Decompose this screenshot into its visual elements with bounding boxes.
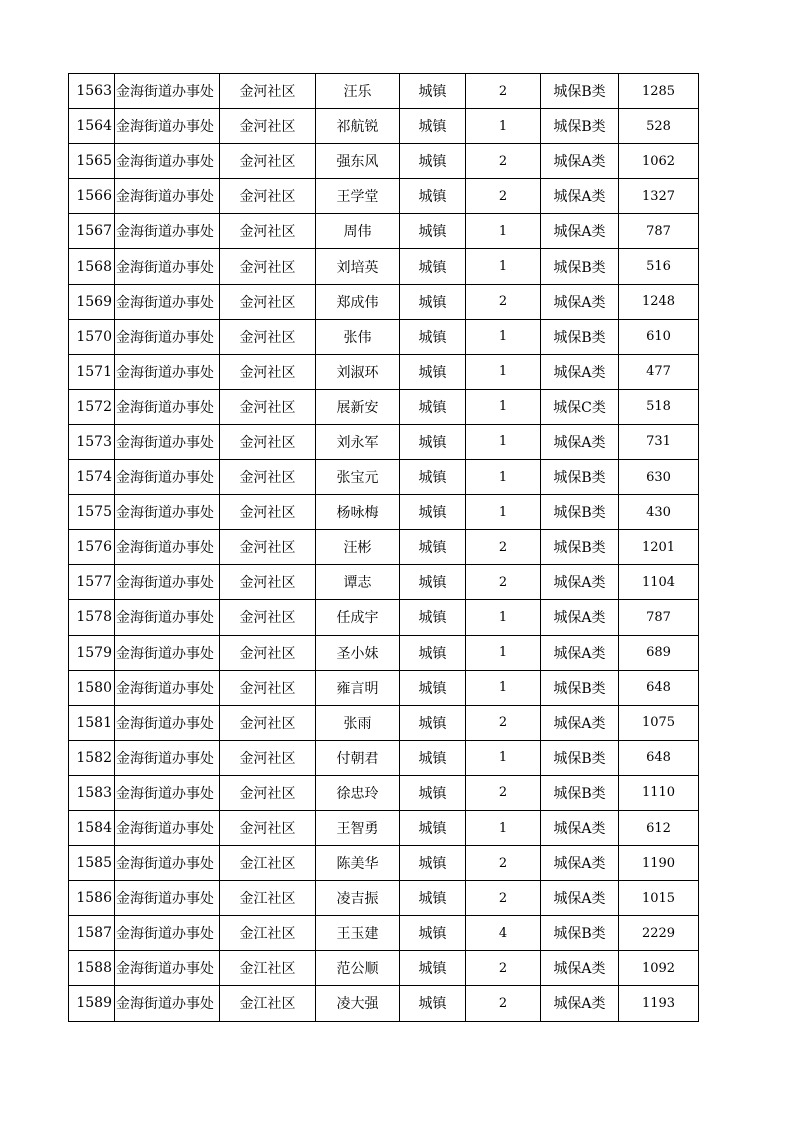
amount-cell: 1285 bbox=[619, 74, 699, 109]
insurance-category-cell: 城保A类 bbox=[541, 881, 619, 916]
office-name-cell: 金海街道办事处 bbox=[115, 495, 220, 530]
table-row bbox=[69, 214, 699, 249]
household-size-cell: 1 bbox=[466, 740, 541, 775]
household-type-cell: 城镇 bbox=[400, 284, 466, 319]
household-type-cell: 城镇 bbox=[400, 670, 466, 705]
office-name-cell: 金海街道办事处 bbox=[115, 144, 220, 179]
household-size-cell: 1 bbox=[466, 635, 541, 670]
office-name-cell: 金海街道办事处 bbox=[115, 249, 220, 284]
row-number-cell: 1569 bbox=[69, 284, 115, 319]
amount-cell: 612 bbox=[619, 810, 699, 845]
person-name-cell: 王智勇 bbox=[316, 810, 400, 845]
person-name-cell: 刘培英 bbox=[316, 249, 400, 284]
insurance-category-cell: 城保A类 bbox=[541, 600, 619, 635]
insurance-category-cell: 城保A类 bbox=[541, 846, 619, 881]
amount-cell: 477 bbox=[619, 354, 699, 389]
person-name-cell: 刘永军 bbox=[316, 424, 400, 459]
row-number-cell: 1578 bbox=[69, 600, 115, 635]
person-name-cell: 谭志 bbox=[316, 565, 400, 600]
insurance-category-cell: 城保A类 bbox=[541, 424, 619, 459]
row-number-cell: 1584 bbox=[69, 810, 115, 845]
office-name-cell: 金海街道办事处 bbox=[115, 635, 220, 670]
amount-cell: 516 bbox=[619, 249, 699, 284]
row-number-cell: 1568 bbox=[69, 249, 115, 284]
household-type-cell: 城镇 bbox=[400, 565, 466, 600]
insurance-category-cell: 城保B类 bbox=[541, 916, 619, 951]
row-number-cell: 1567 bbox=[69, 214, 115, 249]
community-name-cell: 金江社区 bbox=[220, 846, 316, 881]
insurance-category-cell: 城保B类 bbox=[541, 460, 619, 495]
household-size-cell: 2 bbox=[466, 775, 541, 810]
community-name-cell: 金河社区 bbox=[220, 284, 316, 319]
community-name-cell: 金河社区 bbox=[220, 214, 316, 249]
row-number-cell: 1572 bbox=[69, 389, 115, 424]
row-number-cell: 1580 bbox=[69, 670, 115, 705]
household-size-cell: 1 bbox=[466, 354, 541, 389]
insurance-category-cell: 城保A类 bbox=[541, 214, 619, 249]
office-name-cell: 金海街道办事处 bbox=[115, 705, 220, 740]
household-size-cell: 2 bbox=[466, 74, 541, 109]
office-name-cell: 金海街道办事处 bbox=[115, 951, 220, 986]
amount-cell: 689 bbox=[619, 635, 699, 670]
roster-table bbox=[68, 73, 699, 1022]
table-row bbox=[69, 810, 699, 845]
office-name-cell: 金海街道办事处 bbox=[115, 284, 220, 319]
office-name-cell: 金海街道办事处 bbox=[115, 600, 220, 635]
household-type-cell: 城镇 bbox=[400, 600, 466, 635]
household-type-cell: 城镇 bbox=[400, 635, 466, 670]
insurance-category-cell: 城保B类 bbox=[541, 740, 619, 775]
row-number-cell: 1583 bbox=[69, 775, 115, 810]
office-name-cell: 金海街道办事处 bbox=[115, 846, 220, 881]
person-name-cell: 凌大强 bbox=[316, 986, 400, 1021]
office-name-cell: 金海街道办事处 bbox=[115, 460, 220, 495]
office-name-cell: 金海街道办事处 bbox=[115, 530, 220, 565]
person-name-cell: 汪彬 bbox=[316, 530, 400, 565]
table-row bbox=[69, 424, 699, 459]
community-name-cell: 金河社区 bbox=[220, 775, 316, 810]
table-row bbox=[69, 916, 699, 951]
row-number-cell: 1589 bbox=[69, 986, 115, 1021]
household-size-cell: 2 bbox=[466, 144, 541, 179]
table-row bbox=[69, 775, 699, 810]
row-number-cell: 1579 bbox=[69, 635, 115, 670]
household-type-cell: 城镇 bbox=[400, 424, 466, 459]
household-type-cell: 城镇 bbox=[400, 775, 466, 810]
amount-cell: 1104 bbox=[619, 565, 699, 600]
community-name-cell: 金河社区 bbox=[220, 319, 316, 354]
person-name-cell: 凌吉振 bbox=[316, 881, 400, 916]
household-type-cell: 城镇 bbox=[400, 460, 466, 495]
household-type-cell: 城镇 bbox=[400, 319, 466, 354]
amount-cell: 1075 bbox=[619, 705, 699, 740]
insurance-category-cell: 城保A类 bbox=[541, 986, 619, 1021]
table-row bbox=[69, 670, 699, 705]
table-row bbox=[69, 740, 699, 775]
household-type-cell: 城镇 bbox=[400, 705, 466, 740]
office-name-cell: 金海街道办事处 bbox=[115, 740, 220, 775]
insurance-category-cell: 城保B类 bbox=[541, 530, 619, 565]
row-number-cell: 1588 bbox=[69, 951, 115, 986]
person-name-cell: 范公顺 bbox=[316, 951, 400, 986]
table-row bbox=[69, 319, 699, 354]
table-row bbox=[69, 881, 699, 916]
person-name-cell: 雍言明 bbox=[316, 670, 400, 705]
table-row bbox=[69, 109, 699, 144]
insurance-category-cell: 城保B类 bbox=[541, 74, 619, 109]
household-type-cell: 城镇 bbox=[400, 109, 466, 144]
row-number-cell: 1585 bbox=[69, 846, 115, 881]
household-type-cell: 城镇 bbox=[400, 74, 466, 109]
insurance-category-cell: 城保B类 bbox=[541, 249, 619, 284]
office-name-cell: 金海街道办事处 bbox=[115, 986, 220, 1021]
household-size-cell: 1 bbox=[466, 424, 541, 459]
household-size-cell: 2 bbox=[466, 284, 541, 319]
insurance-category-cell: 城保C类 bbox=[541, 389, 619, 424]
table-row bbox=[69, 986, 699, 1021]
household-size-cell: 2 bbox=[466, 179, 541, 214]
insurance-category-cell: 城保A类 bbox=[541, 565, 619, 600]
household-size-cell: 1 bbox=[466, 319, 541, 354]
insurance-category-cell: 城保A类 bbox=[541, 635, 619, 670]
community-name-cell: 金江社区 bbox=[220, 916, 316, 951]
table-row bbox=[69, 389, 699, 424]
household-size-cell: 1 bbox=[466, 214, 541, 249]
amount-cell: 528 bbox=[619, 109, 699, 144]
community-name-cell: 金河社区 bbox=[220, 600, 316, 635]
row-number-cell: 1586 bbox=[69, 881, 115, 916]
community-name-cell: 金河社区 bbox=[220, 179, 316, 214]
person-name-cell: 周伟 bbox=[316, 214, 400, 249]
person-name-cell: 汪乐 bbox=[316, 74, 400, 109]
table-row bbox=[69, 565, 699, 600]
household-size-cell: 2 bbox=[466, 951, 541, 986]
community-name-cell: 金江社区 bbox=[220, 881, 316, 916]
household-type-cell: 城镇 bbox=[400, 214, 466, 249]
table-row bbox=[69, 284, 699, 319]
household-type-cell: 城镇 bbox=[400, 354, 466, 389]
amount-cell: 1327 bbox=[619, 179, 699, 214]
amount-cell: 1062 bbox=[619, 144, 699, 179]
row-number-cell: 1573 bbox=[69, 424, 115, 459]
community-name-cell: 金河社区 bbox=[220, 424, 316, 459]
amount-cell: 648 bbox=[619, 740, 699, 775]
insurance-category-cell: 城保A类 bbox=[541, 951, 619, 986]
household-size-cell: 2 bbox=[466, 881, 541, 916]
community-name-cell: 金河社区 bbox=[220, 109, 316, 144]
insurance-category-cell: 城保A类 bbox=[541, 179, 619, 214]
table-row bbox=[69, 179, 699, 214]
row-number-cell: 1574 bbox=[69, 460, 115, 495]
household-type-cell: 城镇 bbox=[400, 916, 466, 951]
row-number-cell: 1575 bbox=[69, 495, 115, 530]
table-row bbox=[69, 354, 699, 389]
insurance-category-cell: 城保B类 bbox=[541, 495, 619, 530]
household-size-cell: 1 bbox=[466, 109, 541, 144]
community-name-cell: 金河社区 bbox=[220, 354, 316, 389]
household-size-cell: 1 bbox=[466, 460, 541, 495]
office-name-cell: 金海街道办事处 bbox=[115, 214, 220, 249]
household-type-cell: 城镇 bbox=[400, 530, 466, 565]
household-type-cell: 城镇 bbox=[400, 740, 466, 775]
insurance-category-cell: 城保B类 bbox=[541, 775, 619, 810]
amount-cell: 518 bbox=[619, 389, 699, 424]
table-row bbox=[69, 74, 699, 109]
household-type-cell: 城镇 bbox=[400, 846, 466, 881]
household-size-cell: 2 bbox=[466, 705, 541, 740]
community-name-cell: 金河社区 bbox=[220, 74, 316, 109]
household-size-cell: 1 bbox=[466, 495, 541, 530]
community-name-cell: 金河社区 bbox=[220, 460, 316, 495]
amount-cell: 610 bbox=[619, 319, 699, 354]
person-name-cell: 任成宇 bbox=[316, 600, 400, 635]
office-name-cell: 金海街道办事处 bbox=[115, 424, 220, 459]
amount-cell: 787 bbox=[619, 600, 699, 635]
insurance-category-cell: 城保A类 bbox=[541, 284, 619, 319]
office-name-cell: 金海街道办事处 bbox=[115, 319, 220, 354]
office-name-cell: 金海街道办事处 bbox=[115, 74, 220, 109]
office-name-cell: 金海街道办事处 bbox=[115, 916, 220, 951]
household-size-cell: 1 bbox=[466, 389, 541, 424]
person-name-cell: 强东风 bbox=[316, 144, 400, 179]
amount-cell: 1015 bbox=[619, 881, 699, 916]
insurance-category-cell: 城保A类 bbox=[541, 354, 619, 389]
community-name-cell: 金河社区 bbox=[220, 249, 316, 284]
person-name-cell: 王玉建 bbox=[316, 916, 400, 951]
person-name-cell: 陈美华 bbox=[316, 846, 400, 881]
household-size-cell: 2 bbox=[466, 565, 541, 600]
amount-cell: 430 bbox=[619, 495, 699, 530]
household-type-cell: 城镇 bbox=[400, 495, 466, 530]
row-number-cell: 1581 bbox=[69, 705, 115, 740]
household-size-cell: 4 bbox=[466, 916, 541, 951]
table-row bbox=[69, 705, 699, 740]
office-name-cell: 金海街道办事处 bbox=[115, 881, 220, 916]
household-size-cell: 2 bbox=[466, 530, 541, 565]
person-name-cell: 祁航锐 bbox=[316, 109, 400, 144]
community-name-cell: 金河社区 bbox=[220, 530, 316, 565]
person-name-cell: 展新安 bbox=[316, 389, 400, 424]
office-name-cell: 金海街道办事处 bbox=[115, 389, 220, 424]
row-number-cell: 1577 bbox=[69, 565, 115, 600]
insurance-category-cell: 城保A类 bbox=[541, 810, 619, 845]
household-size-cell: 2 bbox=[466, 846, 541, 881]
household-type-cell: 城镇 bbox=[400, 986, 466, 1021]
amount-cell: 1201 bbox=[619, 530, 699, 565]
insurance-category-cell: 城保A类 bbox=[541, 705, 619, 740]
household-size-cell: 2 bbox=[466, 986, 541, 1021]
table-row bbox=[69, 600, 699, 635]
community-name-cell: 金河社区 bbox=[220, 740, 316, 775]
row-number-cell: 1587 bbox=[69, 916, 115, 951]
household-size-cell: 1 bbox=[466, 600, 541, 635]
person-name-cell: 杨咏梅 bbox=[316, 495, 400, 530]
community-name-cell: 金江社区 bbox=[220, 951, 316, 986]
person-name-cell: 郑成伟 bbox=[316, 284, 400, 319]
office-name-cell: 金海街道办事处 bbox=[115, 775, 220, 810]
household-size-cell: 1 bbox=[466, 249, 541, 284]
community-name-cell: 金江社区 bbox=[220, 986, 316, 1021]
community-name-cell: 金河社区 bbox=[220, 635, 316, 670]
table-row bbox=[69, 460, 699, 495]
insurance-category-cell: 城保B类 bbox=[541, 109, 619, 144]
community-name-cell: 金河社区 bbox=[220, 705, 316, 740]
row-number-cell: 1571 bbox=[69, 354, 115, 389]
amount-cell: 648 bbox=[619, 670, 699, 705]
community-name-cell: 金河社区 bbox=[220, 144, 316, 179]
office-name-cell: 金海街道办事处 bbox=[115, 565, 220, 600]
table-row bbox=[69, 635, 699, 670]
household-type-cell: 城镇 bbox=[400, 389, 466, 424]
household-type-cell: 城镇 bbox=[400, 951, 466, 986]
community-name-cell: 金河社区 bbox=[220, 810, 316, 845]
amount-cell: 1193 bbox=[619, 986, 699, 1021]
amount-cell: 787 bbox=[619, 214, 699, 249]
community-name-cell: 金河社区 bbox=[220, 565, 316, 600]
amount-cell: 731 bbox=[619, 424, 699, 459]
table-row bbox=[69, 144, 699, 179]
row-number-cell: 1570 bbox=[69, 319, 115, 354]
table-row bbox=[69, 951, 699, 986]
office-name-cell: 金海街道办事处 bbox=[115, 109, 220, 144]
amount-cell: 1110 bbox=[619, 775, 699, 810]
person-name-cell: 张伟 bbox=[316, 319, 400, 354]
amount-cell: 1190 bbox=[619, 846, 699, 881]
community-name-cell: 金河社区 bbox=[220, 389, 316, 424]
insurance-category-cell: 城保B类 bbox=[541, 319, 619, 354]
table-row bbox=[69, 530, 699, 565]
person-name-cell: 王学堂 bbox=[316, 179, 400, 214]
amount-cell: 2229 bbox=[619, 916, 699, 951]
table-row bbox=[69, 249, 699, 284]
household-type-cell: 城镇 bbox=[400, 179, 466, 214]
household-type-cell: 城镇 bbox=[400, 144, 466, 179]
amount-cell: 1248 bbox=[619, 284, 699, 319]
office-name-cell: 金海街道办事处 bbox=[115, 354, 220, 389]
row-number-cell: 1564 bbox=[69, 109, 115, 144]
person-name-cell: 张宝元 bbox=[316, 460, 400, 495]
amount-cell: 630 bbox=[619, 460, 699, 495]
table-row bbox=[69, 495, 699, 530]
insurance-category-cell: 城保A类 bbox=[541, 144, 619, 179]
person-name-cell: 付朝君 bbox=[316, 740, 400, 775]
row-number-cell: 1582 bbox=[69, 740, 115, 775]
household-type-cell: 城镇 bbox=[400, 249, 466, 284]
amount-cell: 1092 bbox=[619, 951, 699, 986]
roster-body bbox=[69, 74, 699, 1022]
office-name-cell: 金海街道办事处 bbox=[115, 179, 220, 214]
table-row bbox=[69, 846, 699, 881]
household-type-cell: 城镇 bbox=[400, 881, 466, 916]
row-number-cell: 1576 bbox=[69, 530, 115, 565]
row-number-cell: 1563 bbox=[69, 74, 115, 109]
household-size-cell: 1 bbox=[466, 810, 541, 845]
household-size-cell: 1 bbox=[466, 670, 541, 705]
person-name-cell: 刘淑环 bbox=[316, 354, 400, 389]
household-type-cell: 城镇 bbox=[400, 810, 466, 845]
office-name-cell: 金海街道办事处 bbox=[115, 670, 220, 705]
insurance-category-cell: 城保B类 bbox=[541, 670, 619, 705]
row-number-cell: 1565 bbox=[69, 144, 115, 179]
community-name-cell: 金河社区 bbox=[220, 495, 316, 530]
person-name-cell: 张雨 bbox=[316, 705, 400, 740]
person-name-cell: 徐忠玲 bbox=[316, 775, 400, 810]
row-number-cell: 1566 bbox=[69, 179, 115, 214]
person-name-cell: 圣小妹 bbox=[316, 635, 400, 670]
community-name-cell: 金河社区 bbox=[220, 670, 316, 705]
office-name-cell: 金海街道办事处 bbox=[115, 810, 220, 845]
